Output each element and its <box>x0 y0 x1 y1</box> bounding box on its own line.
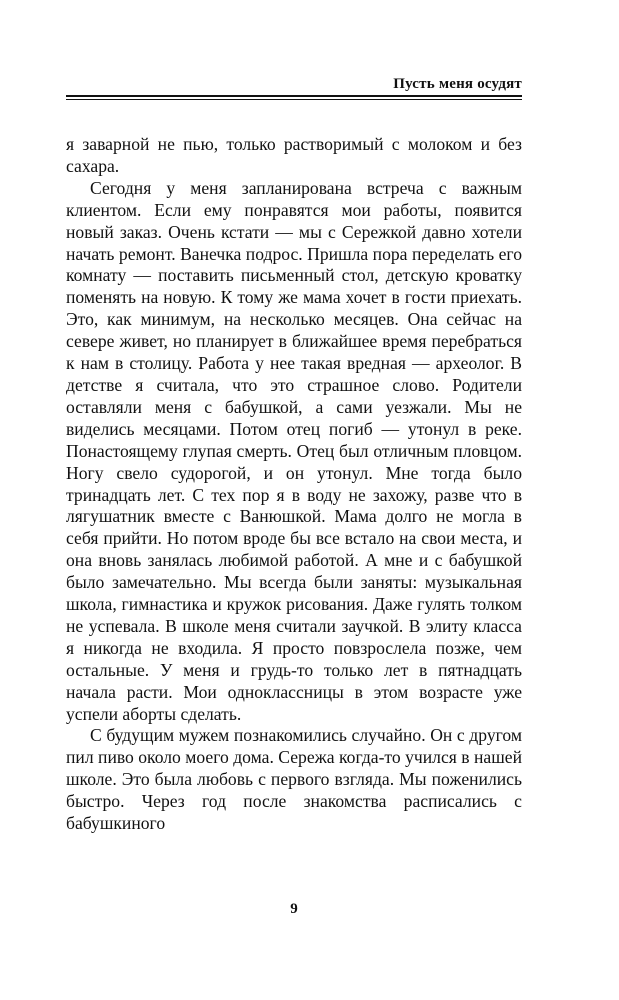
page-number: 9 <box>290 901 298 917</box>
header-rule-thick <box>66 95 522 97</box>
paragraph: С будущим мужем познакомились случайно. Он с другом пил пиво около моего дома. Сережа когда-то учился в нашей школе. Это была любовь с первого взгляда. Мы поженились быстро. Через год после знакомства расписались с бабушкиного <box>66 725 522 834</box>
paragraph-continued: я заварной не пью, только растворимый с молоком и без сахара. <box>66 134 522 176</box>
running-title: Пусть меня осудят <box>393 76 522 92</box>
body-text <box>66 134 522 835</box>
header-rule-thin <box>66 99 522 100</box>
paragraph: Сегодня у меня запланирована встреча с важным клиентом. Если ему понравятся мои работы, появится новый заказ. Очень кстати — мы с Сережкой давно хотели начать ремонт. Ванечка подрос. Пришла пора переделать его комнату — поставить письменный стол, детскую кроватку поменять на новую. К тому же мама хочет в гости приехать. Это, как минимум, на несколько месяцев. Она сейчас на севере живет, но планирует в ближайшее время перебраться к нам в столицу. Работа у нее такая вредная — археолог. В детстве я считала, что это страшное слово. Родители оставляли меня с бабушкой, а сами уезжали. Мы не виделись месяцами. Потом отец погиб — утонул в реке. Понастоящему глупая смерть. Отец был отличным пловцом. Ногу свело судорогой, и он утонул. Мне тогда было тринадцать лет. С тех пор я в воду не захожу, разве что в лягушатник вместе с Ванюшкой. Мама долго не могла в себя прийти. Но потом вроде бы все встало на свои места, и она вновь занялась любимой работой. А мне и с бабушкой было замечательно. Мы всегда были заняты: музыкальная школа, гимнастика и кружок рисования. Даже гулять толком не успевала. В школе меня считали заучкой. В элиту класса я никогда не входила. Я просто повзрослела позже, чем остальные. У меня и грудь-то только лет в пятнадцать начала расти. Мои одноклассницы в этом возрасте уже успели аборты сделать. <box>66 177 522 724</box>
